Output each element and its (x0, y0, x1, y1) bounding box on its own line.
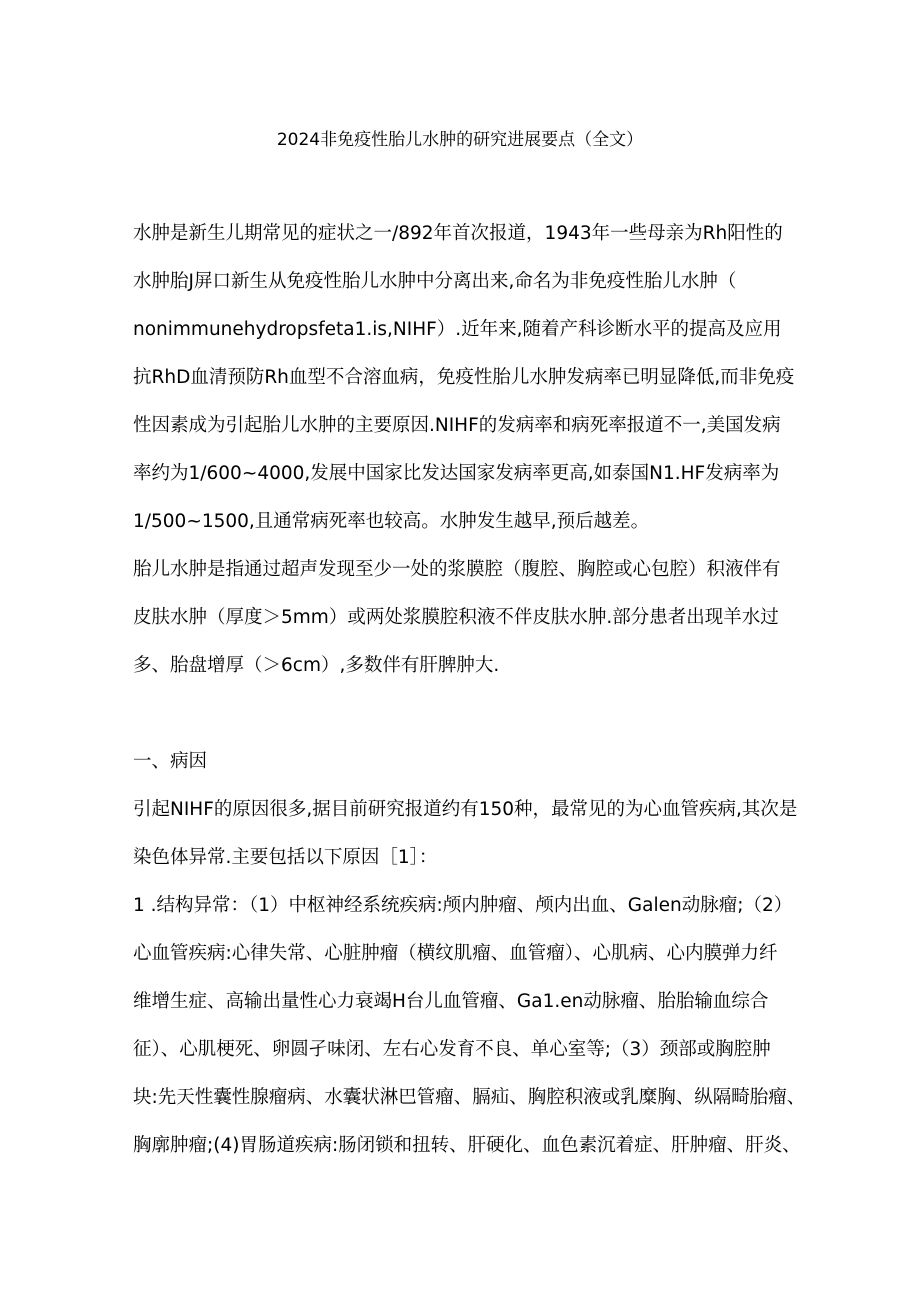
document-body (133, 210, 806, 1170)
text-line: 征）、心肌梗死、卵圆孑味闭、左右心发育不良、单心室等;（3）颈部或胸腔肿 (133, 1039, 771, 1060)
document-title: 2024非免疫性胎儿水肿的研究进展要点（全文） (276, 130, 644, 150)
text-line: 1 .结构异常：（1）中枢神经系统疾病:颅内肿瘤、颅内出血、Galen动脉瘤;（2） (133, 895, 793, 916)
text-line: 水肿胎J屏口新生从免疫性胎儿水肿中分离出来,命名为非免疫性胎儿水肿（ (133, 271, 737, 292)
intro-paragraph (133, 210, 793, 546)
text-line: 抗RhD血清预防Rh血型不合溶血病，免疫性胎儿水肿发病率已明显降低,而非免疫 (133, 367, 795, 388)
text-line: 心血管疾病:心律失常、心脏肿瘤（横纹肌瘤、血管瘤）、心肌病、心内膜弹力纤 (133, 943, 778, 964)
text-line: 性因素成为引起胎儿水肿的主要原因.NIHF的发病率和病死率报道不一,美国发病 (133, 415, 781, 436)
text-line: 1∕500~1500,且通常病死率也较高。水肿发生越早,预后越差。 (133, 511, 650, 532)
text-line: 维增生症、高输出量性心力衰竭H台儿血管瘤、Ga1.en动脉瘤、胎胎输血综合 (133, 991, 769, 1012)
text-line: 引起NIHF的原因很多,据目前研究报道约有150种，最常见的为心血管疾病,其次是 (133, 799, 798, 820)
definition-paragraph (133, 546, 793, 690)
section-heading: 一、病因 (133, 751, 208, 772)
text-line: 水肿是新生儿期常见的症状之一/892年首次报道，1943年一些母亲为Rh阳性的 (133, 223, 783, 244)
text-line: 块:先天性囊性腺瘤病、水囊状淋巴管瘤、膈疝、胸腔积液或乳糜胸、纵隔畸胎瘤、 (133, 1087, 806, 1108)
text-line: nonimmunehydropsfeta1.is,NIHF）.近年来,随着产科诊断水平的提高及应用 (133, 319, 782, 340)
paragraph-gap (133, 690, 793, 738)
structure-paragraph (133, 882, 806, 1170)
text-line: 多、胎盘增厚（＞6cm）,多数伴有肝脾肿大. (133, 655, 500, 676)
cause-paragraph (133, 786, 798, 882)
text-line: 皮肤水肿（厚度＞5mm）或两处浆膜腔积液不伴皮肤水肿.部分患者出现羊水过 (133, 607, 779, 628)
text-line: 率约为1∕600~4000,发展中国家比发达国家发病率更高,如泰国N1.HF发病率为 (133, 463, 780, 484)
text-line: 胸廓肿瘤;(4)胃肠道疾病:肠闭锁和扭转、肝硬化、血色素沉着症、肝肿瘤、肝炎、 (133, 1135, 801, 1156)
text-line: 染色体异常.主要包括以下原因［1］： (133, 847, 438, 868)
text-line: 胎儿水肿是指通过超声发现至少一处的浆膜腔（腹腔、胸腔或心包腔）积液伴有 (133, 559, 781, 580)
